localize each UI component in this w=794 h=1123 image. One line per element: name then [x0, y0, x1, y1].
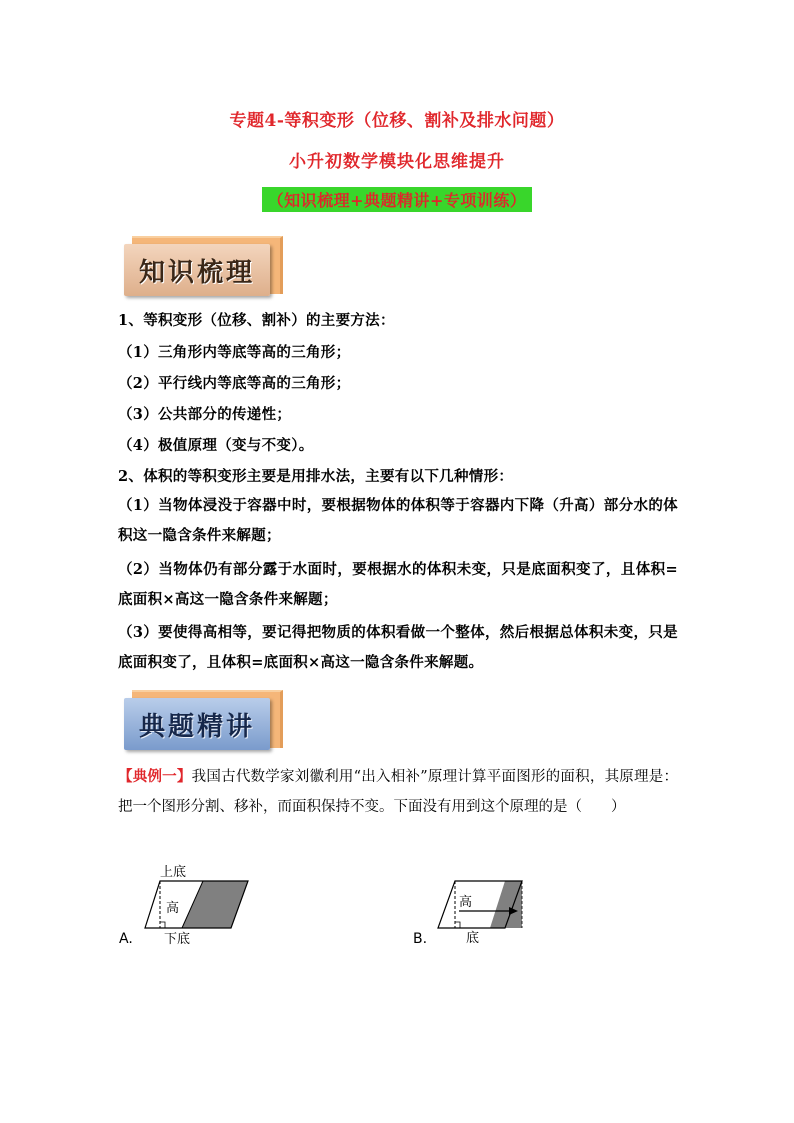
- method-heading-2: 2、体积的等积变形主要是用排水法，主要有以下几种情形：: [118, 468, 514, 485]
- height-label: 高: [459, 895, 473, 910]
- examples-banner: [124, 690, 280, 750]
- right-angle-mark: [160, 922, 165, 928]
- option-a-label: A.: [119, 931, 133, 947]
- option-b-label: B.: [413, 931, 428, 947]
- example-1-text: 我国古代数学家刘徽利用“出入相补”原理计算平面图形的面积，其原理是：把一个图形分割、移补，而面积保持不变。下面没有用到这个原理的是（ ）: [118, 769, 678, 815]
- document-tagline: （知识梳理+典题精讲+专项训练）: [262, 187, 533, 212]
- right-angle-mark: [455, 922, 460, 928]
- option-b-parallelogram-figure: [432, 870, 532, 950]
- example-1-tag: 【典例一】: [118, 768, 192, 785]
- document-subtitle: 小升初数学模块化思维提升: [289, 152, 505, 172]
- volume-case-3: （3）要使得高相等，要记得把物质的体积看做一个整体，然后根据总体积未变，只是底面积变了，且体积=底面积×高这一隐含条件来解题。: [118, 624, 678, 671]
- base-label: 底: [466, 931, 480, 946]
- option-a-trapezoid-figure: [140, 860, 255, 950]
- height-label: 高: [166, 901, 180, 916]
- method-item-3: （3）公共部分的传递性；: [118, 406, 292, 423]
- volume-case-1: （1）当物体浸没于容器中时，要根据物体的体积等于容器内下降（升高）部分水的体积这一隐含条件来解题；: [118, 497, 678, 544]
- method-heading-1: 1、等积变形（位移、割补）的主要方法：: [118, 312, 395, 329]
- tagline-wrapper: [0, 187, 794, 212]
- shaded-right-triangle: [490, 881, 522, 928]
- bottom-base-label: 下底: [164, 932, 191, 947]
- knowledge-banner: [124, 236, 280, 296]
- shaded-triangle-region: [182, 881, 248, 928]
- document-title: 专题4-等积变形（位移、割补及排水问题）: [229, 111, 565, 131]
- examples-banner-label: 典题精讲: [124, 698, 270, 750]
- method-item-2: （2）平行线内等底等高的三角形；: [118, 375, 351, 392]
- example-1-question: [118, 762, 678, 822]
- knowledge-banner-label: 知识梳理: [124, 244, 270, 296]
- volume-case-2: （2）当物体仍有部分露于水面时，要根据水的体积未变，只是底面积变了，且体积=底面积×高这一隐含条件来解题；: [118, 561, 678, 608]
- top-base-label: 上底: [160, 865, 187, 880]
- method-item-1: （1）三角形内等底等高的三角形；: [118, 344, 351, 361]
- method-item-4: （4）极值原理（变与不变）。: [118, 437, 314, 454]
